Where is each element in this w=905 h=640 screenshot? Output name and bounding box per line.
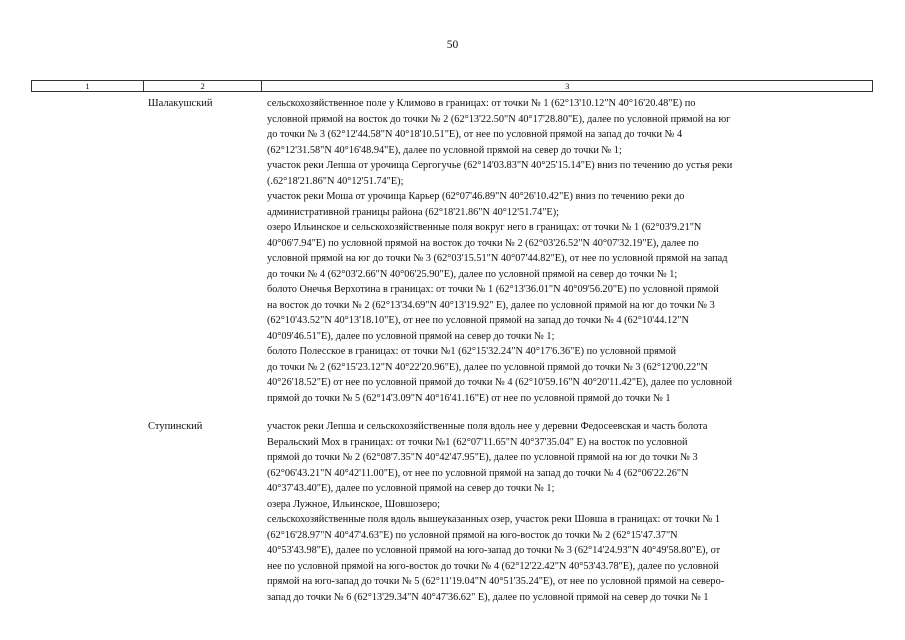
description-line: (.62°18'21.86"N 40°12'51.74"E); (267, 175, 404, 187)
territory-name: Ступинский (148, 421, 203, 432)
description-line: административной границы района (62°18'21.86"N 40°12'51.74"E); (267, 206, 560, 218)
description-line: болото Онечья Верхотина в границах: от точки № 1 (62°13'36.01"N 40°09'56.20"E) по условной прямой (267, 284, 719, 295)
description-line: сельскохозяйственное поле у Климово в границах: от точки № 1 (62°13'10.12"N 40°16'20.48"E) по (267, 98, 696, 109)
description-line: до точки № 2 (62°15'23.12"N 40°22'20.96"E), далее по условной прямой до точки № 3 (62°12'00.22"N (267, 361, 708, 373)
header-col-3: 3 (565, 81, 570, 91)
description-line: болото Полесское в границах: от точки №1 (62°15'32.24"N 40°17'6.36"E) по условной прямой (267, 346, 677, 357)
description-line: участок реки Лепша и сельскохозяйственные поля вдоль нее у деревни Федосеевская и часть болота (267, 421, 708, 432)
description-line: (62°06'43.21"N 40°42'11.00"E), от нее по условной прямой на запад до точки № 4 (62°06'22.26"N (267, 467, 689, 479)
description-line: до точки № 4 (62°03'2.66"N 40°06'25.90"E), далее по условной прямой на север до точки № 1; (267, 268, 678, 280)
row-col-1-empty (31, 96, 143, 406)
row-col-1-empty (31, 419, 143, 605)
description-line: прямой до точки № 5 (62°14'3.09"N 40°16'41.16"E) от нее по условной прямой до точки № 1 (267, 392, 671, 404)
territory-table (31, 80, 873, 605)
page-number: 50 (446, 39, 459, 51)
territory-name: Шалакушский (148, 98, 213, 109)
description-line: нее по условной прямой на юго-восток до точки № 4 (62°12'22.42"N 40°53'43.78"E), далее по условной (267, 560, 719, 572)
description-line: участок реки Лепша от урочища Сергогучье (62°14'03.83"N 40°25'15.14"E) вниз по течению до устья реки (267, 160, 733, 171)
description-line: условной прямой на восток до точки № 2 (62°13'22.50"N 40°17'28.80"E), далее по условной прямой на юг (267, 113, 731, 125)
description-line: условной прямой на юг до точки № 3 (62°03'15.51"N 40°07'44.82"E), от нее по условной прямой на запад (267, 253, 728, 264)
description-line: 40°06'7.94"E) по условной прямой на восток до точки № 2 (62°03'26.52"N 40°07'32.19"E), далее по (267, 237, 699, 249)
territory-description (262, 419, 873, 605)
territory-description (262, 96, 873, 406)
description-line: 40°37'43.40"E), далее по условной прямой на север до точки № 1; (267, 483, 555, 494)
description-line: (62°12'31.58"N 40°16'48.94"E), далее по условной прямой на север до точки № 1; (267, 144, 622, 156)
table-row (31, 96, 873, 406)
table-header-row (31, 80, 873, 92)
description-line: участок реки Моша от урочища Карьер (62°07'46.89"N 40°26'10.42"E) вниз по течению реки до (267, 191, 685, 202)
header-col-2: 2 (144, 81, 263, 91)
table-row (31, 419, 873, 605)
description-line: до точки № 3 (62°12'44.58"N 40°18'10.51"E), от нее по условной прямой на запад до точки № 4 (267, 129, 683, 140)
description-line: 40°53'43.98"E), далее по условной прямой на юго-запад до точки № 3 (62°14'24.93"N 40°49'58.80"E), от (267, 545, 721, 556)
description-line: озера Лужное, Ильинское, Шовшозеро; (267, 498, 441, 510)
description-line: прямой до точки № 2 (62°08'7.35"N 40°42'47.95"E), далее по условной прямой на юг до точки № 3 (267, 452, 698, 463)
description-line: на восток до точки № 2 (62°13'34.69"N 40°13'19.92" E), далее по условной прямой на юг до точки № 3 (267, 299, 715, 311)
description-line: запад до точки № 6 (62°13'29.34"N 40°47'36.62" E), далее по условной прямой на север до точки № 1 (267, 591, 709, 603)
description-line: Веральский Мох в границах: от точки №1 (62°07'11.65"N 40°37'35.04" E) на восток по условной (267, 436, 688, 448)
description-line: прямой на юго-запад до точки № 5 (62°11'19.04"N 40°51'35.24"E), от нее по условной прямой на северо- (267, 576, 725, 587)
description-line: 40°09'46.51"E), далее по условной прямой на север до точки № 1; (267, 330, 555, 342)
description-line: (62°10'43.52"N 40°13'18.10"E), от нее по условной прямой на запад до точки № 4 (62°10'44.12"N (267, 315, 689, 326)
description-line: (62°16'28.97"N 40°47'4.63"E) по условной прямой на юго-восток до точки № 2 (62°15'47.37"N (267, 529, 678, 541)
header-col-1: 1 (32, 81, 144, 91)
description-line: сельскохозяйственные поля вдоль вышеуказанных озер, участок реки Шовша в границах: от точки № 1 (267, 514, 721, 525)
description-line: озеро Ильинское и сельскохозяйственные поля вокруг него в границах: от точки № 1 (62°03'9.21"N (267, 222, 702, 233)
description-line: 40°26'18.52"E) от нее по условной прямой до точки № 4 (62°10'59.16"N 40°20'11.42"E), далее по условной (267, 377, 732, 388)
